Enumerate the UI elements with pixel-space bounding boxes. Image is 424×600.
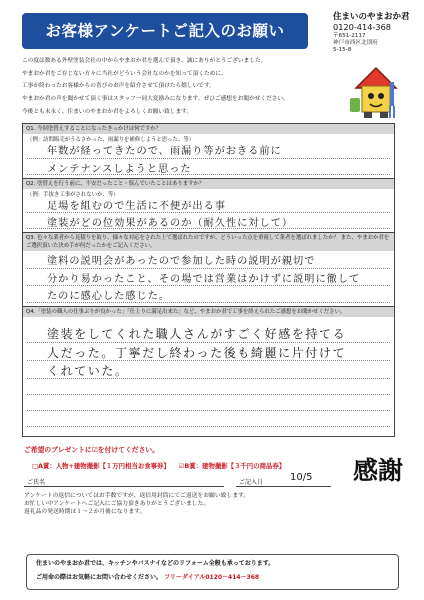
- intro-line: 工事が終わったお客様からの喜びのお声を紹介させて頂けたら嬉しいです。: [22, 83, 215, 90]
- company-name: 住まいのやまおか君: [333, 12, 410, 22]
- intro-line: この度は数ある外壁塗装会社の中からやまおか君を選んで頂き、誠にありがとうございました。: [22, 58, 267, 64]
- answer-rule: [27, 158, 390, 159]
- question-1-example: （例：訪問販売がうるさかった、雨漏りを補修しようと思った、等）: [27, 137, 195, 143]
- company-address: [333, 33, 403, 55]
- reply-line: お忙しい中アンケートへご記入にご協力頂きありがとうございました。: [24, 500, 210, 507]
- answer-rule: [27, 410, 390, 411]
- name-label: ご氏名: [27, 479, 46, 486]
- answer-rule: [27, 228, 390, 229]
- answer-rule: [27, 285, 390, 286]
- footer-tel[interactable]: フリーダイアル0120－414－368: [164, 574, 260, 581]
- intro-line: やまおか君をご存じない方々に当社がどういう会社なのかを知って頂くために、: [22, 70, 227, 77]
- address-line: 〒651-2117: [333, 33, 366, 39]
- present-option-a[interactable]: □A賞：人物+建物撮影【１万円相当お食事券】: [32, 462, 170, 470]
- answer-4-line-1: 塗装をしてくれた職人さんがすごく好感を持てる: [47, 327, 347, 341]
- present-option-b[interactable]: ☑B賞：建物撮影【３千円の商品券】: [178, 462, 286, 470]
- question-2-example: （例：手抜き工事がされないか、等）: [27, 192, 119, 198]
- intro-line: やまおか君の声を聞かせて頂く事はスタッフ一同大変励みになります。ぜひご感想をお聞かせください。: [22, 96, 289, 103]
- footer-contact-text: ご用命の際はお気軽にお問い合わせください。: [36, 574, 163, 581]
- date-label: ご記入日: [239, 479, 264, 486]
- date-value: 10/5: [290, 472, 313, 483]
- survey-form: [22, 123, 395, 437]
- answer-rule: [27, 268, 390, 269]
- company-tel: 0120-414-368: [333, 22, 392, 32]
- name-field[interactable]: [24, 486, 224, 487]
- answer-rule: [27, 174, 390, 175]
- footer-line-1: 住まいのやまおか君では、キッチンやバスナイなどのリフォーム全般も承っております。: [36, 560, 275, 567]
- page-title: お客様アンケートご記入のお願い: [22, 13, 308, 49]
- answer-rule: [27, 394, 390, 395]
- address-line: 神戸市西区北別府: [333, 40, 378, 47]
- answer-3-line-3: たのに感心した感じた。: [47, 291, 171, 302]
- answer-rule: [27, 342, 390, 343]
- answer-3-line-2: 分かり易かったこと、その場では営業はかけずに説明に徹して: [47, 274, 361, 285]
- question-4-label: Q4.「塗装の職人の仕事ぶりが良かった」「仕上りに満足出来た」など、やまおか君で工事を終えられたご感想をお聞かせください。: [23, 306, 394, 317]
- answer-3-line-1: 塗料の説明会があったので参加した時の説明が親切で: [47, 256, 316, 267]
- answer-rule: [27, 378, 390, 379]
- mascot-house-icon: [346, 62, 406, 122]
- answer-rule: [27, 426, 390, 427]
- present-options: [32, 461, 285, 470]
- question-1-label: Q1. 今回塗替えすることになったきっかけは何ですか？: [23, 124, 394, 134]
- intro-line: 今後とも末永く、住まいのやまおか君をよろしくお願い致します。: [22, 108, 193, 115]
- answer-1-line-1: 年数が経ってきたので、雨漏り等がおきる前に: [47, 146, 282, 157]
- reply-note: [24, 493, 324, 516]
- answer-1-line-2: メンテナンスしようと思った: [47, 164, 192, 175]
- kansha-calligraphy: 感謝: [353, 456, 404, 485]
- answer-rule: [27, 302, 390, 303]
- answer-2-line-2: 塗装がどの位効果があるのか（耐久性に対して）: [47, 218, 294, 229]
- question-3-label: Q3. 色々な業者から見積りを取り、様々な対応をされた上で選ばれたのですが、どういった点を重視して業者を選ばれましたか？ また、やまおか君をご選択頂いた決め手が何だったかをご記入ください。: [23, 232, 394, 251]
- answer-rule: [27, 360, 390, 361]
- address-line: 5-15-8: [333, 47, 352, 54]
- answer-2-line-1: 足場を組むので生活に不便が出る事: [47, 201, 226, 212]
- answer-4-line-2: 人だった。丁寧だし終わった後も綺麗に片付けて: [47, 346, 347, 360]
- reply-line: アンケートの返信についてはお手数ですが、返信用封筒にてご返送をお願い致します。: [24, 493, 250, 499]
- reply-line: 返礼品の発送時期は１〜２か月後になります。: [24, 508, 146, 515]
- intro-text: [22, 55, 344, 119]
- present-label: ご希望のプレゼントに☑を付けてください。: [24, 446, 159, 454]
- date-field[interactable]: [236, 486, 331, 487]
- footer-line-2: [36, 572, 259, 581]
- answer-rule: [27, 212, 390, 213]
- question-2-label: Q2. 塗替えを行う前に、不安だったこと・悩んでいたことはありますか？: [23, 178, 394, 189]
- answer-4-line-3: くれていた。: [47, 364, 129, 378]
